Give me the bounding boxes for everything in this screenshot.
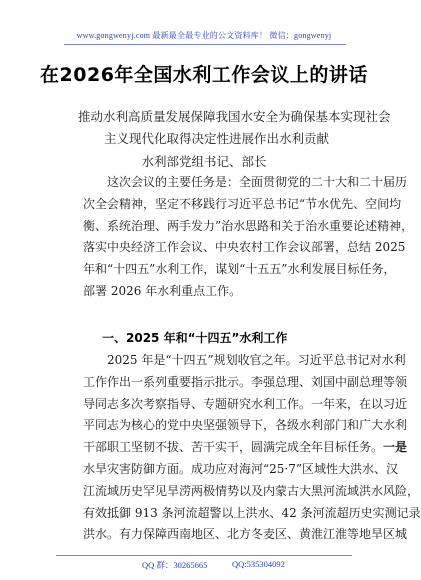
section-line: 洪水。有力保障西南地区、北方冬麦区、黄淮江淮等地旱区城 <box>83 527 408 542</box>
section-line: 江流域历史罕见旱涝两极情势以及内蒙古大黑河流域洪水风险， <box>83 483 420 498</box>
intro-line: 年和“十四五”水利工作，谋划“十五五”水利发展目标任务， <box>83 262 396 277</box>
intro-line: 衡、系统治理、两手发力”治水思路和关于治水重要论述精神， <box>83 218 414 233</box>
intro-paragraph <box>83 172 414 303</box>
subtitle-line-1: 推动水利高质量发展保障我国水安全为确保基本实现社会 <box>78 109 391 124</box>
header-banner[interactable]: www.gongwenyj.com 最新最全最专业的公文资料库！ 微信：gongwenyj <box>76 31 332 40</box>
intro-line: 落实中央经济工作会议、中央农村工作会议部署，总结 2025 <box>83 240 406 255</box>
document-title: 在2026年全国水利工作会议上的讲话 <box>40 64 368 86</box>
subtitle-line-2: 主义现代化取得决定性进展作出水利贡献 <box>104 131 330 146</box>
author-line: 水利部党组书记、部长 <box>141 154 267 169</box>
header-divider <box>64 44 346 45</box>
intro-line: 次全会精神，坚定不移践行习近平总书记“节水优先、空间均 <box>83 196 402 211</box>
section-line-with-bold <box>83 437 408 459</box>
section-line-text: 干部职工坚韧不拔、苦干实干，圆满完成全年目标任务。 <box>83 440 384 455</box>
footer-divider <box>56 555 352 556</box>
footer-qq[interactable]: QQ:535304092 <box>232 559 285 569</box>
section-line: 平同志为核心的党中央坚强领导下，各级水利部门和广大水利 <box>83 418 408 433</box>
section-paragraph <box>83 350 421 546</box>
section-line: 导同志多次考察指导、专题研究水利工作。一年来，在以习近 <box>83 396 408 411</box>
footer-qq-group[interactable]: QQ 群：30265665 <box>142 560 208 570</box>
section-line: 工作作出一系列重要指示批示。李强总理、刘国中副总理等领 <box>83 374 408 389</box>
section-line: 水旱灾害防御方面。成功应对海河“25·7”区域性大洪水、汉 <box>83 461 398 476</box>
section-line: 有效抵御 913 条河流超警以上洪水、42 条河流超历史实测记录 <box>83 505 421 520</box>
bold-marker: 一是 <box>383 440 408 455</box>
section-heading: 一、2025 年和“十四五”水利工作 <box>102 331 288 345</box>
intro-line: 这次会议的主要任务是：全面贯彻党的二十大和二十届历 <box>107 175 408 189</box>
section-line: 2025 年是“十四五”规划收官之年。习近平总书记对水利 <box>107 353 406 367</box>
intro-line: 部署 2026 年水利重点工作。 <box>83 283 242 298</box>
